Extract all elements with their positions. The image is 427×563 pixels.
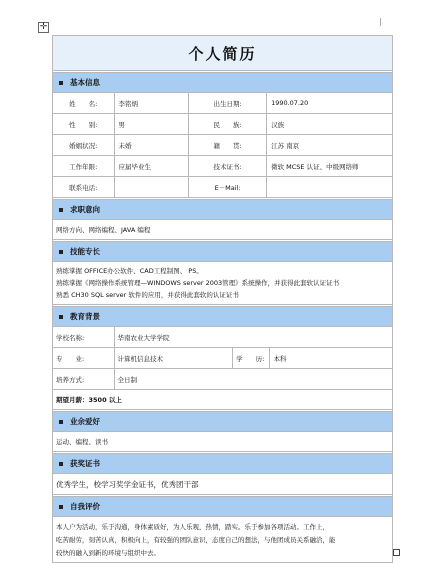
study-mode-value[interactable]: 全日制 — [114, 369, 392, 390]
square-bullet-icon — [59, 208, 63, 212]
education-table — [53, 327, 392, 390]
section-title: 业余爱好 — [70, 417, 100, 426]
skills-line: 熟练掌握《网络操作系统管理—WINDOWS server 2003管理》系统操作，并获得此套软认证证书 — [56, 279, 340, 287]
gender-value[interactable]: 男 — [114, 114, 189, 135]
section-header-self-eval — [53, 497, 392, 517]
section-title: 教育背景 — [70, 312, 100, 321]
expected-salary[interactable]: 期望月薪：3500 以上 — [53, 390, 392, 410]
email-label: E－Mail: — [189, 177, 267, 198]
work-years-value[interactable]: 应届毕业生 — [114, 156, 189, 177]
square-bullet-icon — [59, 420, 63, 424]
section-header-basic — [53, 73, 392, 93]
section-title: 自我评价 — [70, 502, 100, 511]
marital-label: 婚姻状况: — [53, 135, 114, 156]
self-eval-line: 本人户为活动，乐于沟通，身体素质好，为人乐观，热情，踏实。乐于参加各项活动。工作上， — [56, 523, 329, 531]
square-bullet-icon — [59, 462, 63, 466]
self-eval-text[interactable] — [53, 517, 392, 562]
section-title: 获奖证书 — [70, 459, 100, 468]
phone-label: 联系电话: — [53, 177, 114, 198]
square-bullet-icon — [59, 250, 63, 254]
table-move-handle[interactable]: ✛ — [39, 22, 48, 32]
major-value[interactable]: 计算机信息技术 — [114, 348, 233, 369]
major-label: 专 业: — [53, 348, 114, 369]
section-title: 技能专长 — [70, 247, 100, 256]
ethnicity-label: 民 族: — [189, 114, 267, 135]
ethnicity-value[interactable]: 汉族 — [267, 114, 392, 135]
intent-text[interactable]: 网络方向、网络编程、JAVA 编程 — [53, 220, 392, 240]
resume-title: 个人简历 — [53, 36, 392, 71]
hometown-label: 籍 贯: — [189, 135, 267, 156]
phone-value[interactable] — [114, 177, 189, 198]
email-value[interactable] — [267, 177, 392, 198]
section-title: 基本信息 — [70, 78, 100, 87]
gender-label: 性 别: — [53, 114, 114, 135]
hobbies-text[interactable]: 运动、编程、读书 — [53, 432, 392, 452]
table-resize-handle[interactable] — [393, 549, 400, 556]
skills-line: 熟悉 CH30 SQL server 软件的应用，并获得此套软的认证证书 — [56, 291, 239, 299]
section-header-education — [53, 307, 392, 327]
certificate-label: 技术证书: — [189, 156, 267, 177]
section-header-skills — [53, 242, 392, 262]
basic-info-table — [53, 93, 392, 198]
degree-value[interactable]: 本科 — [270, 348, 392, 369]
birth-label: 出生日期: — [189, 93, 267, 114]
awards-text[interactable]: 优秀学生，校学习奖学金证书，优秀团干部 — [53, 474, 392, 495]
resume-table — [52, 35, 393, 563]
section-header-intent — [53, 200, 392, 220]
school-value[interactable]: 华南农业大学学院 — [114, 327, 392, 348]
square-bullet-icon — [59, 315, 63, 319]
name-value[interactable]: 李铭炳 — [114, 93, 189, 114]
skills-line: 熟练掌握 OFFICE办公软件、CAD工程制图、 PS。 — [56, 267, 203, 275]
hometown-value[interactable]: 江苏 南京 — [267, 135, 392, 156]
section-header-hobbies — [53, 412, 392, 432]
self-eval-line: 吃苦耐劳，刻苦认真，积极向上，有较强的团队意识，态度自己的想法，与他团成员关系融洽，能 — [56, 536, 336, 544]
certificate-value[interactable]: 微软 MCSE 认证、中级网络师 — [267, 156, 392, 177]
name-label: 姓 名: — [53, 93, 114, 114]
section-title: 求职意向 — [70, 205, 100, 214]
self-eval-line: 较快的融入到新的环境与组织中去。 — [56, 549, 160, 557]
marital-value[interactable]: 未婚 — [114, 135, 189, 156]
degree-label: 学 历: — [233, 348, 270, 369]
work-years-label: 工作年限: — [53, 156, 114, 177]
page-corner-mark — [380, 18, 381, 26]
square-bullet-icon — [59, 81, 63, 85]
school-label: 学校名称: — [53, 327, 114, 348]
birth-value[interactable]: 1990.07.20 — [267, 93, 392, 114]
skills-text[interactable] — [53, 262, 392, 305]
study-mode-label: 培养方式: — [53, 369, 114, 390]
square-bullet-icon — [59, 505, 63, 509]
section-header-awards — [53, 454, 392, 474]
